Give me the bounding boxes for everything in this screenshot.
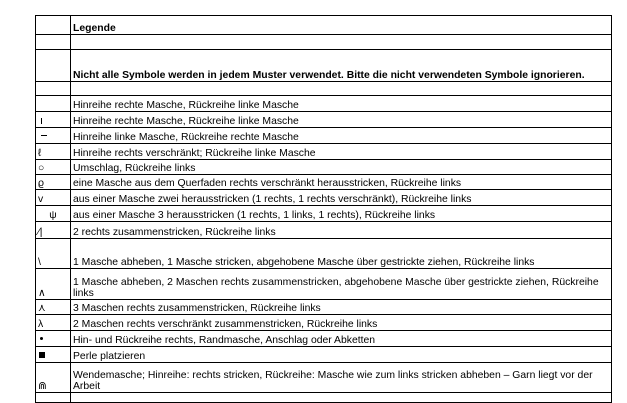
table-row [36, 347, 612, 363]
increase-two-icon: v [38, 194, 44, 205]
row-description: Umschlag, Rückreihe links [71, 160, 612, 175]
table-row [36, 96, 612, 112]
row-description: aus einer Masche zwei herausstricken (1 rechts, 1 rechts verschränkt), Rückreihe links [71, 190, 612, 206]
row-description: aus einer Masche 3 herausstricken (1 rechts, 1 links, 1 rechts), Rückreihe links [71, 206, 612, 222]
legend-title: Legende [71, 16, 612, 35]
row-description: 3 Maschen rechts zusammenstricken, Rückreihe links [71, 300, 612, 315]
symbol-cell-empty [36, 16, 71, 35]
table-row [36, 363, 612, 393]
row-description: Wendemasche; Hinreihe: rechts stricken, Rückreihe: Masche wie zum links stricken abheben – Garn liegt vor der Arbeit [71, 363, 612, 393]
table-row [36, 315, 612, 331]
row-description: 2 Maschen rechts verschränkt zusammenstricken, Rückreihe links [71, 315, 612, 331]
table-row [36, 239, 612, 269]
table-row [36, 160, 612, 175]
row-description: Hinreihe linke Masche, Rückreihe rechte Masche [71, 128, 612, 144]
table-row [36, 112, 612, 128]
bar-icon [41, 118, 42, 124]
table-row [36, 190, 612, 206]
row-description: 1 Masche abheben, 1 Masche stricken, abgehobene Masche über gestrickte ziehen, Rückreihe links [71, 239, 612, 269]
bead-icon [39, 352, 45, 358]
ssk-icon: \ [38, 257, 41, 268]
row-description: Hinreihe rechts verschränkt; Rückreihe linke Masche [71, 144, 612, 160]
legend-table [35, 15, 612, 403]
table-row [36, 269, 612, 300]
make-one-icon: ϱ [38, 178, 44, 189]
table-row [36, 144, 612, 160]
row-description: Hin- und Rückreihe rechts, Randmasche, Anschlag oder Abketten [71, 331, 612, 347]
dash-icon [41, 135, 47, 136]
sk2p-icon: ∧ [38, 288, 46, 299]
row-description: 1 Masche abheben, 2 Maschen rechts zusammenstricken, abgehobene Masche über gestrickte ziehen, Rückreihe links [71, 269, 612, 300]
table-row [36, 222, 612, 239]
twisted-stitch-icon: ℓ [38, 148, 42, 159]
note-row [36, 50, 612, 82]
yarn-over-icon: ○ [38, 163, 45, 174]
table-row [36, 331, 612, 347]
k3tog-icon: ⋏ [38, 303, 46, 314]
increase-three-icon: ψ [49, 210, 57, 221]
table-row [36, 206, 612, 222]
spacer-row [36, 35, 612, 50]
spacer-row [36, 82, 612, 96]
row-description: eine Masche aus dem Querfaden rechts verschränkt herausstricken, Rückreihe links [71, 175, 612, 190]
row-description: Hinreihe rechte Masche, Rückreihe linke Masche [71, 96, 612, 112]
wrap-icon: ⋒ [38, 381, 47, 392]
legend-note: Nicht alle Symbole werden in jedem Muster verwendet. Bitte die nicht verwendeten Symbole ignorieren. [71, 50, 612, 82]
row-description: Hinreihe rechte Masche, Rückreihe linke Masche [71, 112, 612, 128]
row-description: 2 rechts zusammenstricken, Rückreihe links [71, 222, 612, 239]
k2tog-tbl-icon: λ [38, 319, 44, 330]
dot-icon [40, 337, 43, 340]
row-description: Perle platzieren [71, 347, 612, 363]
spacer-row [36, 393, 612, 403]
table-row [36, 175, 612, 190]
table-row [36, 300, 612, 315]
blank-symbol-icon [36, 96, 71, 112]
title-row [36, 16, 612, 35]
k2tog-icon: ⁄| [38, 227, 43, 238]
table-row [36, 128, 612, 144]
